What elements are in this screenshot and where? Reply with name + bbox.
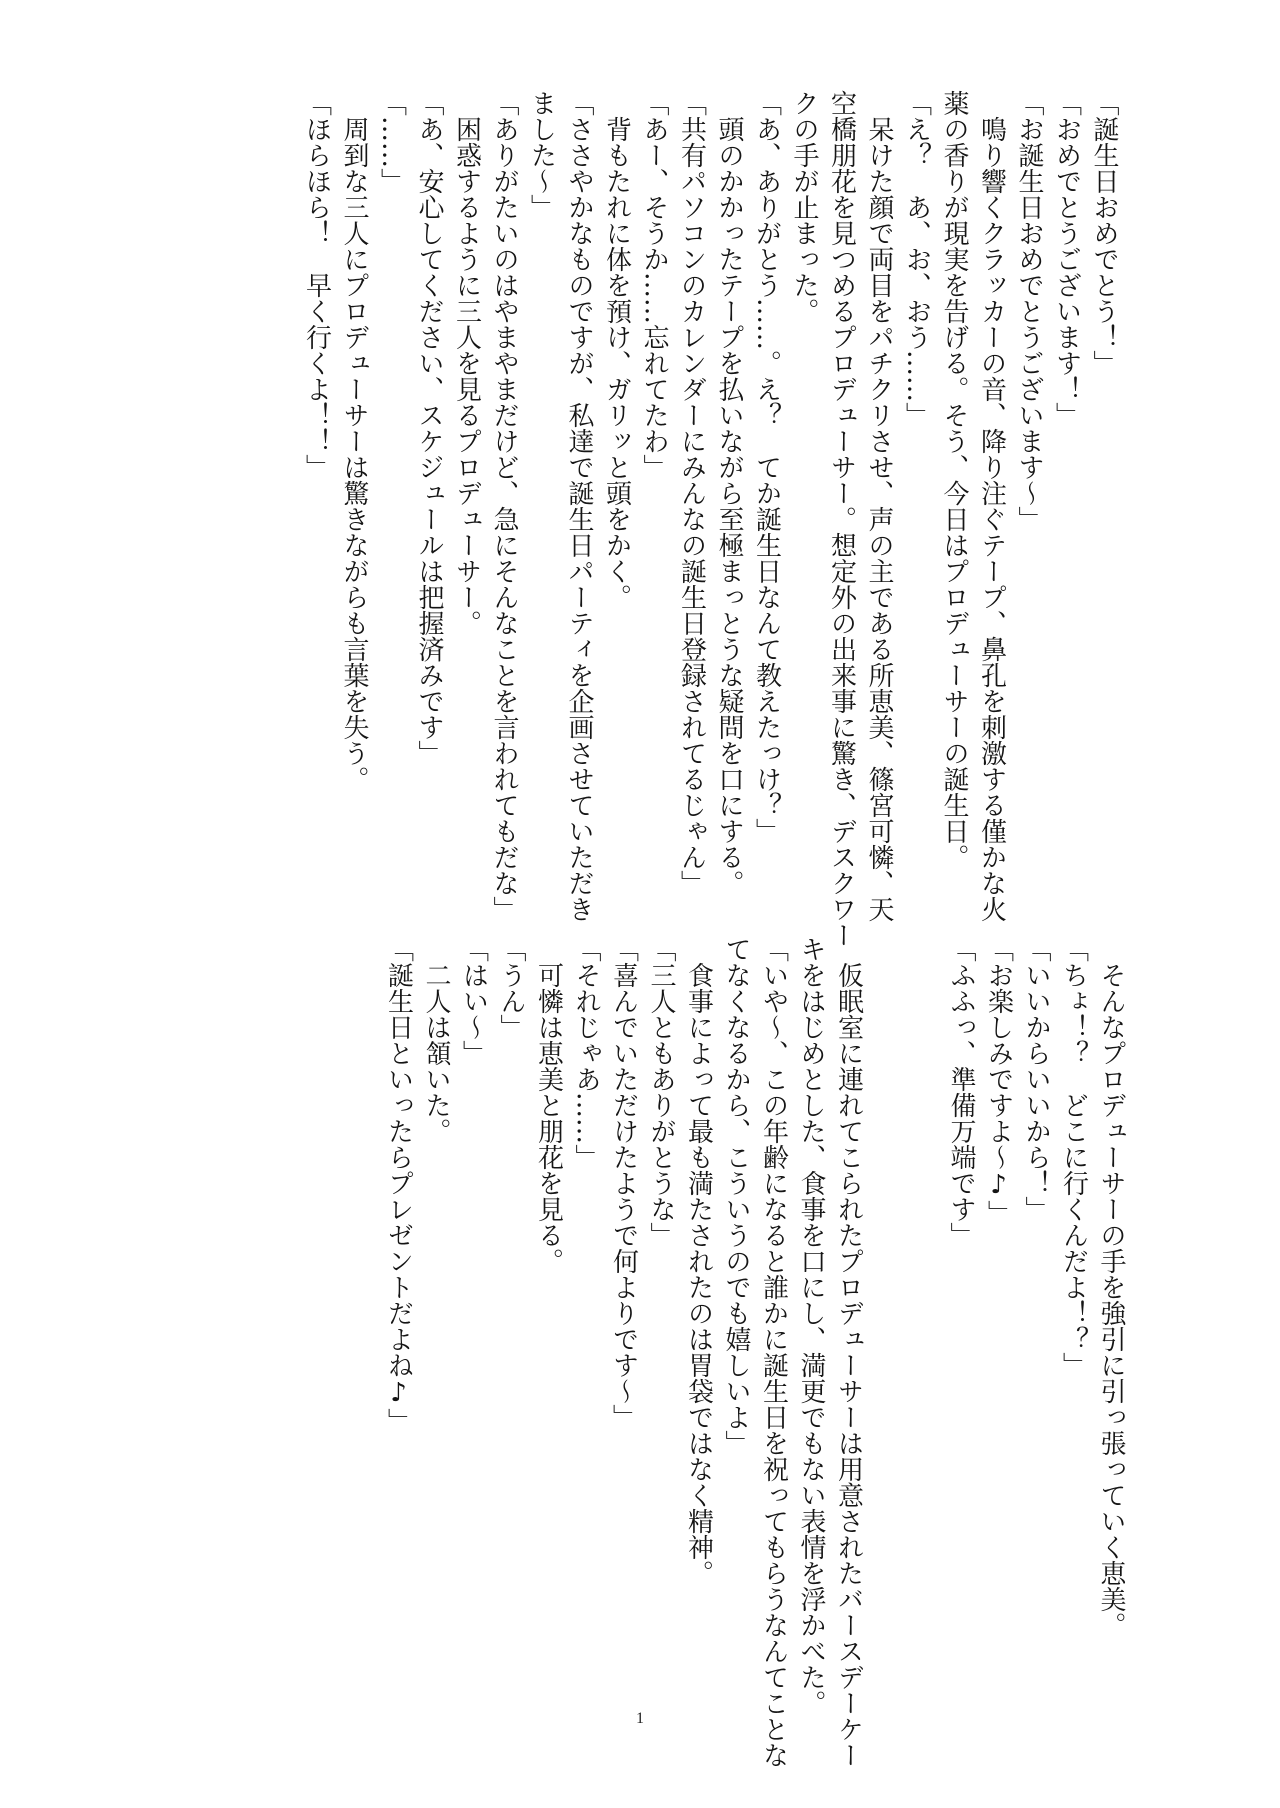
text-line: 呆けた顔で両目をパチクリさせ、声の主である所恵美、篠宮可憐、天 bbox=[864, 90, 894, 922]
text-line: 「おめでとうございます！」 bbox=[1051, 90, 1082, 428]
text-line: 食事によって最も満たされたのは胃袋ではなく精神。 bbox=[683, 936, 714, 1586]
text-block-top bbox=[114, 90, 1122, 948]
text-line: 鳴り響くクラッカーの音、降り注ぐテープ、鼻孔を刺激する僅かな火 bbox=[976, 90, 1007, 922]
text-line: 「うん」 bbox=[496, 936, 526, 1040]
text-line: 「あ、安心してください、スケジュールは把握済みです」 bbox=[414, 90, 444, 766]
text-line: 「お楽しみですよ～♪」 bbox=[983, 936, 1014, 1226]
text-line: 「いや～、この年齢になると誰かに誕生日を祝ってもらうなんてことな bbox=[758, 936, 789, 1768]
text-line: 可憐は恵美と朋花を見る。 bbox=[533, 936, 564, 1274]
text-line: 空橋朋花を見つめるプロデューサー。想定外の出来事に驚き、デスクワー bbox=[826, 90, 857, 948]
text-line: 「あ、ありがとう……。え？ てか誕生日なんて教えたっけ？」 bbox=[751, 90, 782, 844]
text-line: そんなプロデューサーの手を強引に引っ張っていく恵美。 bbox=[1096, 936, 1126, 1638]
text-line: 「誕生日おめでとう！」 bbox=[1089, 90, 1119, 376]
text-line: 「ちょ！？ どこに行くんだよ！？」 bbox=[1058, 936, 1089, 1378]
text-line: 「ふふっ、準備万端です」 bbox=[946, 936, 976, 1248]
text-line: 仮眠室に連れてこられたプロデューサーは用意されたバースデーケー bbox=[833, 936, 864, 1768]
text-line: 「誕生日といったらプレゼントだよね♪」 bbox=[383, 936, 414, 1434]
text-line: 「お誕生日おめでとうございます～」 bbox=[1014, 90, 1044, 532]
text-line: 周到な三人にプロデューサーは驚きながらも言葉を失う。 bbox=[339, 90, 369, 792]
text-line: クの手が止まった。 bbox=[789, 90, 819, 324]
text-line: 「三人ともありがとうな」 bbox=[646, 936, 676, 1248]
text-line: ました～」 bbox=[526, 90, 557, 220]
text-line: 「ありがたいのはやまやまだけど、急にそんなことを言われてもだな」 bbox=[489, 90, 519, 922]
text-line: 背もたれに体を預け、ガリッと頭をかく。 bbox=[601, 90, 632, 610]
text-line: 「ささやかなものですが、私達で誕生日パーティを企画させていただき bbox=[564, 90, 594, 922]
text-line: 困惑するように三人を見るプロデューサー。 bbox=[451, 90, 482, 636]
text-line: 「共有パソコンのカレンダーにみんなの誕生日登録されてるじゃん」 bbox=[676, 90, 707, 896]
text-line: 「え？ あ、お、おう……」 bbox=[901, 90, 932, 428]
text-line: 「それじゃあ……」 bbox=[571, 936, 601, 1170]
text-block-bottom bbox=[124, 936, 1129, 1768]
text-line: 薬の香りが現実を告げる。そう、今日はプロデューサーの誕生日。 bbox=[939, 90, 969, 870]
text-line: 「ほらほら！ 早く行くよ！！」 bbox=[301, 90, 332, 480]
text-line: 頭のかかったテープを払いながら至極まっとうな疑問を口にする。 bbox=[714, 90, 744, 896]
text-line bbox=[904, 936, 942, 1676]
text-line: 二人は頷いた。 bbox=[421, 936, 451, 1144]
text-line bbox=[867, 936, 905, 1676]
text-line: キをはじめとした、食事を口にし、満更でもない表情を浮かべた。 bbox=[796, 936, 826, 1716]
page-number: 1 bbox=[636, 1710, 644, 1727]
text-line: てなくなるから、こういうのでも嬉しいよ」 bbox=[721, 936, 751, 1456]
text-line: 「あー、そうか……忘れてたわ」 bbox=[639, 90, 669, 480]
text-line: 「いいからいいから！」 bbox=[1021, 936, 1051, 1222]
text-line: 「はい～」 bbox=[458, 936, 489, 1066]
text-line: 「……」 bbox=[376, 90, 407, 194]
text-line: 「喜んでいただけたようで何よりです～」 bbox=[608, 936, 639, 1430]
